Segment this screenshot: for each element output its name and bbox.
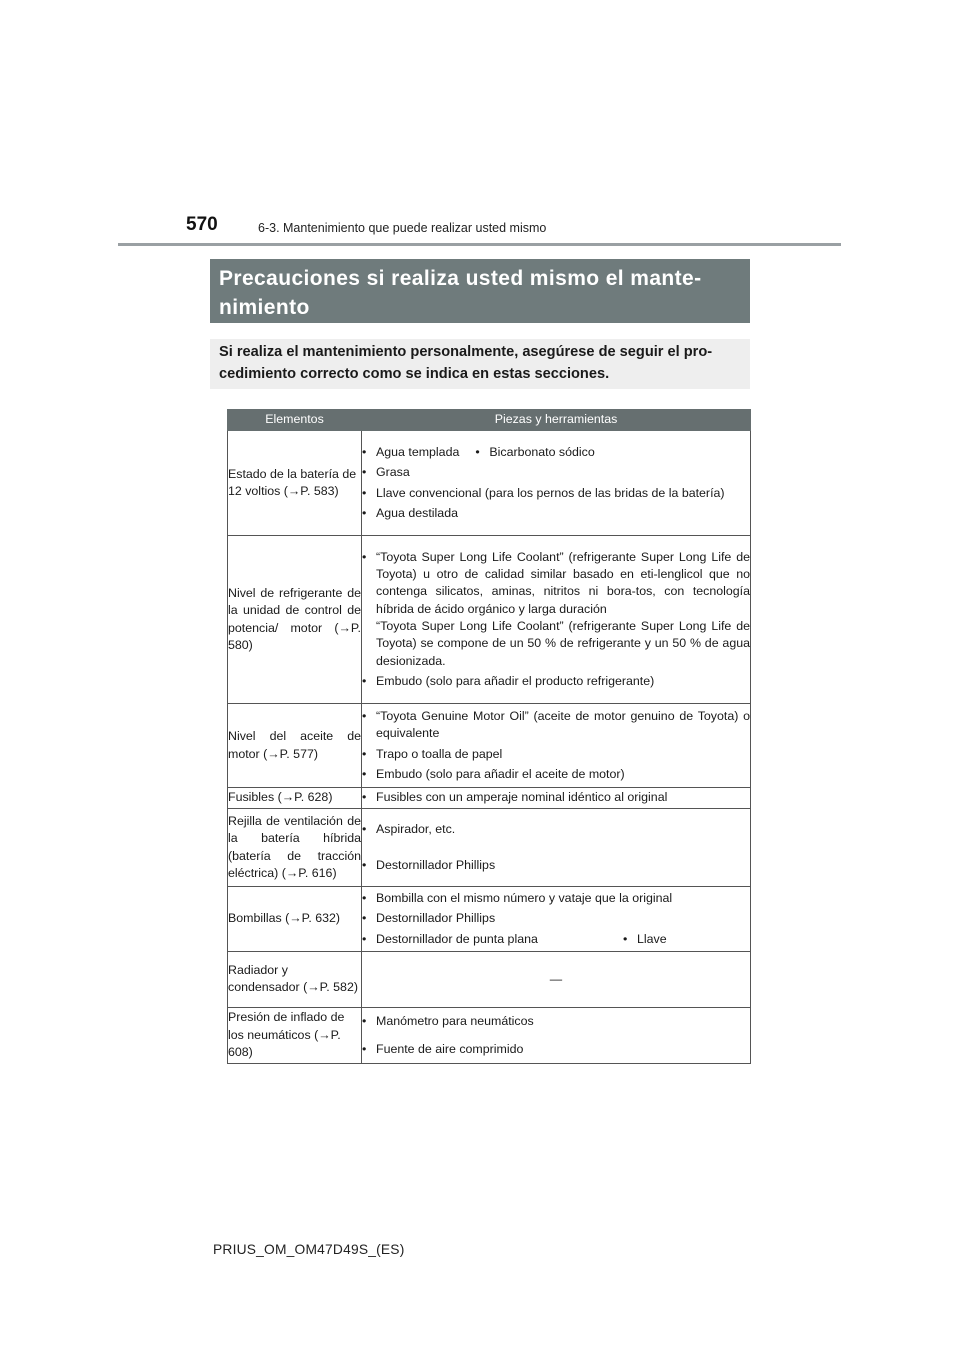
bullet: •: [362, 891, 367, 905]
list-item: [362, 766, 750, 783]
list-item: [362, 857, 750, 874]
table-header-row: [228, 410, 751, 431]
list-item: [362, 464, 750, 481]
bullet: •: [362, 790, 367, 805]
row-tools: [362, 788, 751, 809]
row-element: Rejilla de ventilación de la batería híbrida (batería de tracción eléctrica) (→P. 616): [228, 809, 362, 887]
list-item: [362, 910, 750, 927]
bullet: •: [475, 444, 480, 459]
tool-item: [376, 549, 750, 670]
list-item: [362, 444, 750, 461]
intro-line-2: cedimiento correcto como se indica en estas secciones.: [219, 365, 610, 382]
list-item: [362, 1013, 750, 1030]
bullet: •: [362, 505, 367, 520]
tool-item: Destornillador de punta plana: [376, 931, 538, 946]
bullet: •: [362, 766, 367, 781]
tool-item: Manómetro para neumáticos: [376, 1013, 534, 1028]
column-header-elements: Elementos: [228, 410, 362, 431]
bullet: •: [623, 931, 628, 946]
row-element: Presión de inflado de los neumáticos (→P. 608): [228, 1007, 362, 1063]
row-element: Radiador y condensador (→P. 582): [228, 951, 362, 1007]
bullet: •: [362, 1041, 367, 1056]
row-tools: [362, 809, 751, 887]
intro-line-1: Si realiza el mantenimiento personalmente, asegúrese de seguir el pro-: [219, 344, 713, 360]
tool-item: Llave: [637, 931, 667, 946]
bullet: •: [362, 821, 367, 836]
bullet: •: [362, 1013, 367, 1028]
tool-item: Destornillador Phillips: [376, 911, 496, 926]
tool-item: Llave convencional (para los pernos de las bridas de la batería): [376, 485, 725, 500]
row-tools: [362, 951, 751, 1007]
page-number: 570: [186, 214, 218, 235]
tool-item: Aspirador, etc.: [376, 821, 456, 836]
table-row: [228, 788, 751, 809]
bullet: •: [362, 444, 367, 459]
tool-item: Agua templada: [376, 444, 460, 459]
tool-item: Bicarbonato sódico: [489, 444, 595, 459]
list-item: [362, 1041, 750, 1058]
row-tools: [362, 704, 751, 788]
row-tools: [362, 887, 751, 952]
list-item: [362, 485, 750, 502]
list-item: [362, 505, 750, 522]
list-item: [362, 549, 750, 670]
page-title: [210, 259, 750, 323]
table-row: [228, 704, 751, 788]
tool-item: Bombilla con el mismo número y vataje que la original: [376, 891, 673, 905]
table-row: [228, 536, 751, 704]
tool-item: Fuente de aire comprimido: [376, 1041, 524, 1056]
table-row: [228, 809, 751, 887]
bullet: •: [362, 465, 367, 480]
list-item: [362, 890, 750, 907]
row-element: Fusibles (→P. 628): [228, 788, 362, 809]
page-title-line-2: nimiento: [219, 296, 310, 319]
bullet: •: [362, 485, 367, 500]
empty-dash: —: [549, 971, 563, 986]
tool-item: Embudo (solo para añadir el producto refrigerante): [376, 673, 655, 688]
table-row: [228, 1007, 751, 1063]
list-item: [362, 931, 750, 948]
list-item: [362, 708, 750, 743]
row-element: Estado de la batería de 12 voltios (→P. 583): [228, 431, 362, 536]
row-element: Nivel del aceite de motor (→P. 577): [228, 704, 362, 788]
bullet: •: [362, 746, 367, 761]
bullet: •: [362, 911, 367, 926]
tool-item: Fusibles con un amperaje nominal idéntico al original: [376, 790, 668, 805]
tool-item: Agua destilada: [376, 505, 458, 520]
parts-tools-table: [227, 409, 751, 1064]
table-row: [228, 951, 751, 1007]
section-label: 6-3. Mantenimiento que puede realizar usted mismo: [258, 221, 547, 235]
page-title-line-1: Precauciones si realiza usted mismo el mante-: [219, 267, 702, 290]
row-tools: [362, 431, 751, 536]
document-code: PRIUS_OM_OM47D49S_(ES): [213, 1242, 405, 1257]
tool-item: Destornillador Phillips: [376, 858, 496, 872]
bullet: •: [362, 708, 367, 723]
header-divider: [118, 243, 841, 246]
tool-item: Grasa: [376, 465, 410, 480]
bullet: •: [362, 549, 367, 564]
table-row: [228, 887, 751, 952]
column-header-parts-tools: Piezas y herramientas: [362, 410, 751, 431]
tool-item: “Toyota Genuine Motor Oil” (aceite de motor genuino de Toyota) o equivalente: [376, 708, 750, 741]
list-item: [362, 821, 750, 838]
tool-item: Trapo o toalla de papel: [376, 746, 503, 761]
intro-note: [210, 339, 750, 389]
row-element: Nivel de refrigerante de la unidad de control de potencia/ motor (→P. 580): [228, 536, 362, 704]
row-tools: [362, 536, 751, 704]
tool-item-text: “Toyota Super Long Life Coolant” (refrigerante Super Long Life de Toyota) u otro de calidad similar basado en eti-lenglicol que no contenga silicatos, aminas, nitritos ni bora-tos, con tecnología híbrida de ácido orgánico y larga duración: [376, 549, 750, 616]
tool-item: Embudo (solo para añadir el aceite de motor): [376, 766, 625, 781]
bullet: •: [362, 858, 367, 872]
list-item: [362, 673, 750, 690]
list-item: [362, 746, 750, 763]
list-item: [362, 789, 750, 806]
bullet: •: [362, 931, 367, 946]
bullet: •: [362, 673, 367, 688]
table-row: [228, 431, 751, 536]
tool-item-note: “Toyota Super Long Life Coolant” (refrigerante Super Long Life de Toyota) se compone de un 50 % de refrigerante y un 50 % de agua desionizada.: [376, 619, 750, 668]
row-element: Bombillas (→P. 632): [228, 887, 362, 952]
row-tools: [362, 1007, 751, 1063]
